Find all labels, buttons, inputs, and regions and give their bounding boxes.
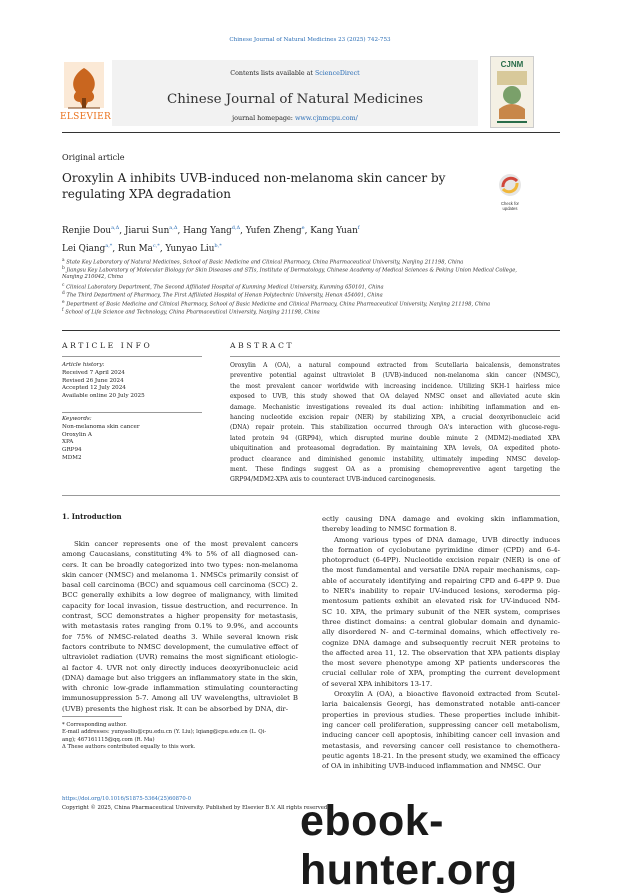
affiliation-marker: d bbox=[62, 291, 65, 297]
keywords-block bbox=[62, 416, 202, 463]
intro-line: three distinct domains: a central globular domain and dynamic- bbox=[322, 617, 560, 626]
intro-line: crucial cellular role of XPA, prompting the current development bbox=[322, 669, 560, 678]
intro-line: BCC generally exhibits a low degree of malignancy, with limited bbox=[62, 591, 298, 600]
intro-line: the formation of cyclobutane pyrimidine dimer (CPD) and 6-4- bbox=[322, 545, 560, 554]
footnotes bbox=[62, 722, 298, 752]
keyword: MDM2 bbox=[62, 454, 82, 461]
history-date: Revised 26 June 2024 bbox=[62, 377, 124, 384]
affiliation-marker: f bbox=[62, 307, 64, 313]
author-name: Run Ma bbox=[117, 243, 153, 254]
intro-line: the most fundamental and versatile DNA repair mechanisms, cap- bbox=[322, 566, 560, 575]
abstract-line: lated protein 94 (GRP94), which disrupted murine double minute 2 (MDM2)-mediated XPA bbox=[230, 434, 560, 442]
keywords-list bbox=[62, 424, 202, 463]
affiliation-text: School of Life Science and Technology, China Pharmaceutical University, Nanjing 211198, China bbox=[63, 309, 320, 316]
intro-line: Oroxylin A (OA), a bioactive flavonoid extracted from Scutel- bbox=[334, 690, 560, 699]
author-affiliation-marker: d,Δ bbox=[231, 225, 241, 231]
abstract-line: exposed to UVB, this study showed that OA delayed NMSC onset and alleviated acute skin bbox=[230, 393, 560, 401]
email-line-2[interactable]: ang); 467161115@qq.com (R. Ma) bbox=[62, 736, 155, 743]
intro-line: (DNA) damage but also triggers an inflammatory state in the skin, bbox=[62, 673, 298, 682]
abstract-line: preventive potential against ultraviolet B (UVB)-induced non-melanoma skin cancer (NMSC), bbox=[230, 372, 560, 380]
article-type: Original article bbox=[62, 152, 125, 162]
intro-line: to NER's inability to repair UV-induced lesions, xeroderma pig- bbox=[322, 587, 560, 596]
authors-line-1: Renjie Dou$^{a,\Delta}$, Jiarui Sun$^{a,\Delta}$, Hang Yang$^{d,\Delta}$, Yufen Zheng$^e$, Kang Yuan$^f$ bbox=[62, 225, 360, 236]
intro-line: Skin cancer represents one of the most prevalent cancers bbox=[74, 540, 298, 548]
intro-line: mentosum patients exhibit an elevated risk for UV-induced NM- bbox=[322, 597, 560, 606]
history-date: Received 7 April 2024 bbox=[62, 369, 125, 376]
intro-line: ing cancer cell proliferation, suppressing cancer cell metabolism, bbox=[322, 720, 560, 729]
intro-line: able of accurately identifying and repairing CPD and 6-4PP 9. Due bbox=[322, 576, 560, 585]
intro-line: thereby leading to NMSC formation 8. bbox=[322, 525, 457, 534]
affiliation-marker: b bbox=[62, 266, 65, 272]
intro-line: photoproduct (6-4PP). Nucleotide excision repair (NER) is one of bbox=[322, 556, 560, 565]
intro-line: laria baicalensis Georgi, has demonstrated notable anti-cancer bbox=[322, 700, 560, 709]
intro-line: with chronic low-grade inflammation stimulating counteracting bbox=[62, 684, 298, 693]
intro-line: ally disordered N- and C-terminal domains, which effectively re- bbox=[322, 628, 560, 637]
elsevier-logo bbox=[60, 60, 112, 126]
watermark: ebook-hunter.org bbox=[300, 797, 518, 894]
intro-line: basal cell carcinoma (BCC) and squamous cell carcinoma (SCC) 2. bbox=[62, 581, 298, 590]
intro-line: ultraviolet radiation (UVR) remains the most significant etiologic- bbox=[62, 653, 298, 662]
equal-contribution-note: Δ These authors contributed equally to this work. bbox=[62, 744, 196, 751]
affiliation-item bbox=[62, 274, 562, 282]
author-affiliation-marker: f bbox=[357, 225, 360, 231]
intro-line: skin cancer (NMSC) and melanoma 1. NMSCs primarily consist of bbox=[62, 570, 298, 579]
affiliation-marker: c bbox=[62, 282, 65, 288]
journal-name: Chinese Journal of Natural Medicines bbox=[167, 92, 423, 107]
contents-available bbox=[112, 70, 478, 77]
author-affiliation-marker: c,* bbox=[152, 242, 160, 249]
affiliation-text: Nanjing 210042, China bbox=[62, 273, 124, 280]
intro-line: cers. It can be broadly categorized into two types: non-melanoma bbox=[62, 560, 298, 569]
abstract-line: hancing nucleotide excision repair (NER) by stabilizing XPA, a crucial deoxyribonucleic acid bbox=[230, 414, 560, 422]
author-name: Jiarui Sun bbox=[124, 225, 170, 236]
check-updates-icon bbox=[494, 172, 526, 198]
intro-line: SC 10. XPA, the primary subunit of the NER system, comprises bbox=[322, 607, 560, 616]
intro-line: of several XPA inhibitors 13-17. bbox=[322, 679, 433, 688]
title-line-1: Oroxylin A inhibits UVB-induced non-melanoma skin cancer by bbox=[62, 171, 446, 185]
intro-line: the affected area 11, 12. The observation that XPA patients display bbox=[322, 648, 560, 657]
keywords-label: Keywords: bbox=[62, 416, 92, 422]
abstract-line: (DNA) repair protein. This stabilization occurred through OA's interaction with glucose-regu- bbox=[230, 424, 560, 432]
keyword: XPA bbox=[62, 439, 74, 446]
intro-line: ectly causing DNA damage and evoking skin inflammation, bbox=[322, 515, 560, 523]
intro-line: metastasis, and reversing cancer cell resistance to chemothera- bbox=[322, 741, 560, 750]
cover-illustration-icon bbox=[491, 69, 533, 125]
abstract-bottom-rule bbox=[62, 495, 560, 496]
abstract-line: product clearance and diminished genomic instability, ultimately impeding NMSC develop- bbox=[230, 455, 560, 463]
homepage-prefix: journal homepage: bbox=[232, 114, 295, 122]
history-list bbox=[62, 370, 202, 401]
abstract-heading: ABSTRACT bbox=[230, 341, 295, 350]
abstract-line: ment. These findings suggest OA as a promising chemopreventive agent targeting the bbox=[230, 466, 560, 474]
footnote-rule bbox=[62, 716, 122, 717]
author-name: Yunyao Liu bbox=[165, 243, 215, 254]
abstract-line: Oroxylin A (OA), a natural compound extracted from Scutellaria baicalensis, demonstrates bbox=[230, 362, 560, 369]
keyword: Non-melanoma skin cancer bbox=[62, 423, 140, 430]
affiliation-text: The Third Department of Pharmacy, The First Affiliated Hospital of Henan Polytechnic University, Henan 454001, China bbox=[64, 292, 383, 299]
intro-line: of OA in inhibiting UVB-induced inflammation and NMSC. Our bbox=[322, 762, 541, 771]
doi-link[interactable]: https://doi.org/10.1016/S1875-5364(25)60870-0 bbox=[62, 796, 191, 802]
affiliation-rule bbox=[62, 330, 560, 331]
affiliation-item bbox=[62, 307, 562, 317]
intro-line: cognize DNA damage and subsequently recruit NER proteins to bbox=[322, 638, 560, 647]
intro-line: factors contribute to NMSC development, the cumulative effect of bbox=[62, 642, 298, 651]
author-name: Kang Yuan bbox=[310, 225, 358, 236]
journal-homepage bbox=[112, 114, 478, 122]
article-info-rule bbox=[62, 356, 202, 357]
author-affiliation-marker: b,* bbox=[214, 242, 222, 249]
intro-line: properties in previous studies. These properties include inhibit- bbox=[322, 710, 560, 719]
keywords-rule bbox=[62, 412, 202, 413]
article-info-heading: ARTICLE INFO bbox=[62, 341, 153, 350]
contents-prefix: Contents lists available at bbox=[230, 70, 315, 77]
elsevier-wordmark: ELSEVIER bbox=[60, 112, 112, 122]
affiliation-marker: e bbox=[62, 299, 65, 305]
intro-heading: 1. Introduction bbox=[62, 512, 122, 521]
abstract-line: ubiquitination and proteasomal degradation. By maintaining XPA levels, OA expedited photo- bbox=[230, 445, 560, 453]
header-rule bbox=[62, 132, 560, 133]
author-affiliation-marker: a,Δ bbox=[111, 225, 120, 231]
abstract-line: the most prevalent cancer worldwide with increasing incidence. Utilizing SKH-1 hairless mice bbox=[230, 382, 560, 390]
intro-line: inducing cancer cell apoptosis, inhibiting cancer cell invasion and bbox=[322, 731, 560, 740]
cover-abbrev: CJNM bbox=[500, 60, 524, 69]
author-name: Yufen Zheng bbox=[245, 225, 302, 236]
affiliation-text: State Key Laboratory of Natural Medicines, School of Basic Medicine and Clinical Pharmacy, China Pharmaceutical University, Nanjing 211198, China bbox=[64, 259, 464, 266]
keyword: GRP94 bbox=[62, 447, 82, 454]
intro-left-column bbox=[62, 539, 298, 714]
intro-line: Among various types of DNA damage, UVB directly induces bbox=[334, 535, 560, 544]
check-updates-label: Check for updates bbox=[501, 201, 519, 211]
author-name: Renjie Dou bbox=[62, 225, 112, 236]
copyright: Copyright © 2025, China Pharmaceutical University. Published by Elsevier B.V. All rights reserved. bbox=[62, 805, 329, 811]
affiliation-text: Jiangsu Key Laboratory of Molecular Biology for Skin Diseases and STIs, Institute of Dermatology, Chinese Academy of Medical Sciences & Peking Union Medical College, bbox=[64, 268, 517, 275]
intro-line: peutic agents 18-21. In the present study, we examined the efficacy bbox=[322, 751, 560, 760]
affiliation-marker: a bbox=[62, 258, 65, 263]
author-affiliation-marker: e bbox=[301, 225, 305, 231]
intro-right-column bbox=[322, 514, 560, 771]
journal-citation[interactable]: Chinese Journal of Natural Medicines 23 (2025) 742-753 bbox=[229, 37, 391, 43]
history-label: Article history: bbox=[62, 362, 105, 368]
authors-line-2: Lei Qiang$^{a,*}$, Run $Ma^{c,*}$, Yunyao Liu$^{b,*}$ bbox=[62, 242, 222, 254]
title-line-2: regulating XPA degradation bbox=[62, 187, 231, 201]
abstract-line: damage. Mechanistic investigations revealed its dual action: inhibiting inflammation and en- bbox=[230, 403, 560, 411]
article-history bbox=[62, 362, 202, 401]
abstract-rule bbox=[230, 356, 560, 357]
intro-line: capacity for local invasion, tissue destruction, and recurrence. In bbox=[62, 601, 298, 610]
keyword: Oroxylin A bbox=[62, 431, 92, 438]
author-affiliation-marker: a,* bbox=[105, 242, 113, 249]
intro-line: al factor 4. UVR not only directly induces deoxyribonucleic acid bbox=[62, 663, 298, 672]
intro-line: with metastasis rates ranging from 0.1% to 9.9%, and accounts bbox=[62, 622, 298, 631]
author-affiliation-marker: a,Δ bbox=[169, 225, 178, 231]
author-name: Hang Yang bbox=[183, 225, 232, 236]
history-date: Available online 20 July 2025 bbox=[62, 393, 145, 400]
intro-line: immunosuppression 5-7. Among all UV wavelengths, ultraviolet B bbox=[62, 694, 298, 703]
history-date: Accepted 12 July 2024 bbox=[62, 385, 126, 392]
article-title bbox=[62, 170, 482, 202]
abstract-line: GRP94/MDM2-XPA axis to counteract UVB-induced carcinogenesis. bbox=[230, 476, 436, 484]
intro-line: the most severe phenotype among XP patients underscores the bbox=[322, 659, 560, 668]
journal-cover-image bbox=[490, 56, 534, 128]
intro-line: (UVB) presents the highest risk. It can be absorbed by DNA, dir- bbox=[62, 704, 289, 713]
homepage-link[interactable]: www.cjnmcpu.com/ bbox=[294, 114, 358, 122]
sciencedirect-link[interactable]: ScienceDirect bbox=[314, 70, 360, 77]
author-name: Lei Qiang bbox=[62, 243, 106, 254]
intro-line: for 75% of NMSC-related deaths 3. While several known risk bbox=[62, 632, 298, 641]
email-addresses bbox=[62, 729, 298, 744]
intro-line: among Caucasians, constituting 4% to 5% of all diagnosed can- bbox=[62, 550, 298, 559]
affiliation-text: Clinical Laboratory Department, The Second Affiliated Hospital of Kunming Medical University, Kunming 650101, China bbox=[64, 284, 384, 291]
affiliation-text: Department of Basic Medicine and Clinical Pharmacy, School of Basic Medicine and Clinical Pharmacy, China Pharmaceutical University, Nanjing 211198, China bbox=[64, 301, 491, 308]
corresponding-author-note: * Corresponding author. bbox=[62, 722, 127, 728]
email-line-1[interactable]: E-mail addresses: yunyaoliu@cpu.edu.cn (Y. Liu); lqiang@cpu.edu.cn (L. Qi- bbox=[62, 729, 267, 736]
check-for-updates-badge[interactable] bbox=[494, 172, 526, 211]
intro-line: contrast, SCC demonstrates a higher propensity for metastasis, bbox=[62, 612, 298, 621]
author-list bbox=[62, 221, 482, 257]
abstract-body bbox=[230, 361, 560, 486]
